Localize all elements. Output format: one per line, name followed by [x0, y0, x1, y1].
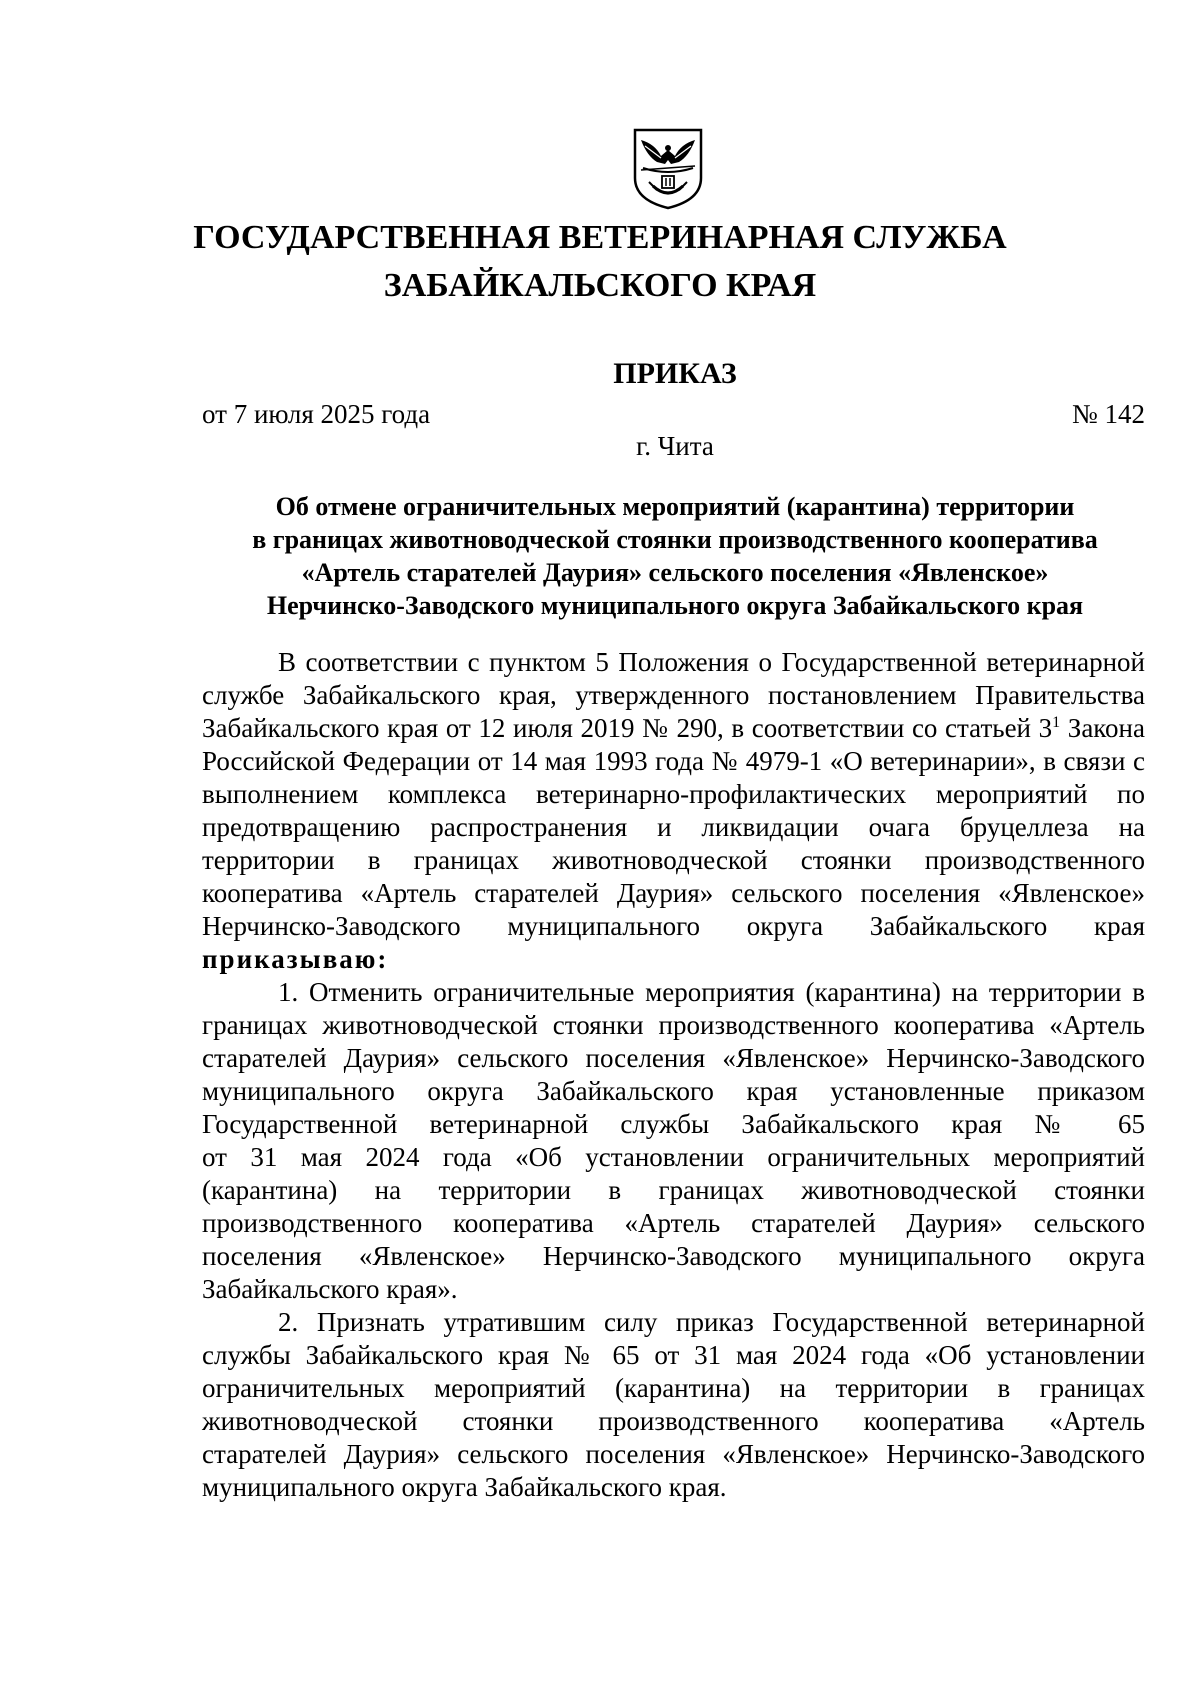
preamble-line: Российской Федерации от 14 мая 1993 года № 4979-1 «О ветеринарии», в связи с: [202, 746, 1145, 776]
preamble-line: В соответствии с пунктом 5 Положения о Государственной ветеринарной: [278, 647, 1145, 677]
item1-line: производственного кооператива «Артель старателей Даурия» сельского: [202, 1208, 1145, 1238]
date-number-row: [202, 396, 1145, 432]
document-city: г. Чита: [636, 431, 714, 461]
coat-of-arms-icon: [631, 126, 705, 210]
item2-line: муниципального округа Забайкальского края.: [202, 1472, 727, 1502]
preamble-line: Нерчинско-Заводского муниципального округа Забайкальского края: [202, 911, 1145, 941]
item1-line: 1. Отменить ограничительные мероприятия (карантина) на территории в: [278, 977, 1145, 1007]
item1-line: границах животноводческой стоянки производственного кооператива «Артель: [202, 1010, 1145, 1040]
preamble-line: кооператива «Артель старателей Даурия» сельского поселения «Явленское»: [202, 878, 1145, 908]
preamble-line: территории в границах животноводческой стоянки производственного: [202, 845, 1145, 875]
organization-name-line1: ГОСУДАРСТВЕННАЯ ВЕТЕРИНАРНАЯ СЛУЖБА: [193, 219, 1007, 256]
preamble-line: предотвращению распространения и ликвидации очага бруцеллеза на: [202, 812, 1145, 842]
preamble-text: Закона: [1060, 713, 1145, 743]
title-line: «Артель старателей Даурия» сельского поселения «Явленское»: [301, 558, 1049, 587]
item1-line: поселения «Явленское» Нерчинско-Заводского муниципального округа: [202, 1241, 1145, 1271]
preamble-line: [202, 712, 1145, 745]
document-number: № 142: [1071, 399, 1145, 429]
item1-line: Государственной ветеринарной службы Забайкальского края № 65: [202, 1109, 1145, 1139]
item1-line: (карантина) на территории в границах животноводческой стоянки: [202, 1175, 1145, 1205]
preamble-line: выполнением комплекса ветеринарно-профилактических мероприятий по: [202, 779, 1145, 809]
item1-line: Забайкальского края».: [202, 1274, 458, 1304]
preamble-line: службе Забайкальского края, утвержденного постановлением Правительства: [202, 680, 1145, 710]
article-superscript: 1: [1052, 714, 1061, 731]
document-body: [202, 646, 1145, 1504]
item2-line: ограничительных мероприятий (карантина) на территории в границах: [202, 1373, 1145, 1403]
item1-line: муниципального округа Забайкальского края установленные приказом: [202, 1076, 1145, 1106]
item1-line: старателей Даурия» сельского поселения «Явленское» Нерчинско-Заводского: [202, 1043, 1145, 1073]
item2-line: 2. Признать утратившим силу приказ Государственной ветеринарной: [278, 1307, 1145, 1337]
document-type: ПРИКАЗ: [613, 357, 737, 390]
item2-line: службы Забайкальского края № 65 от 31 мая 2024 года «Об установлении: [202, 1340, 1145, 1370]
item2-line: старателей Даурия» сельского поселения «Явленское» Нерчинско-Заводского: [202, 1439, 1145, 1469]
title-line: Об отмене ограничительных мероприятий (карантина) территории: [275, 492, 1075, 521]
item2-line: животноводческой стоянки производственного кооператива «Артель: [202, 1406, 1145, 1436]
document-title: [200, 490, 1150, 622]
title-line: в границах животноводческой стоянки производственного кооператива: [252, 525, 1098, 554]
item1-line: от 31 мая 2024 года «Об установлении ограничительных мероприятий: [202, 1142, 1145, 1172]
organization-name-line2: ЗАБАЙКАЛЬСКОГО КРАЯ: [383, 267, 817, 304]
order-verb-line: [202, 943, 1145, 976]
order-verb: приказываю:: [202, 944, 389, 974]
preamble-text: Забайкальского края от 12 июля 2019 № 290, в соответствии со статьей 3: [202, 713, 1053, 743]
title-line: Нерчинско-Заводского муниципального округа Забайкальского края: [266, 591, 1084, 620]
document-date: от 7 июля 2025 года: [202, 399, 431, 429]
